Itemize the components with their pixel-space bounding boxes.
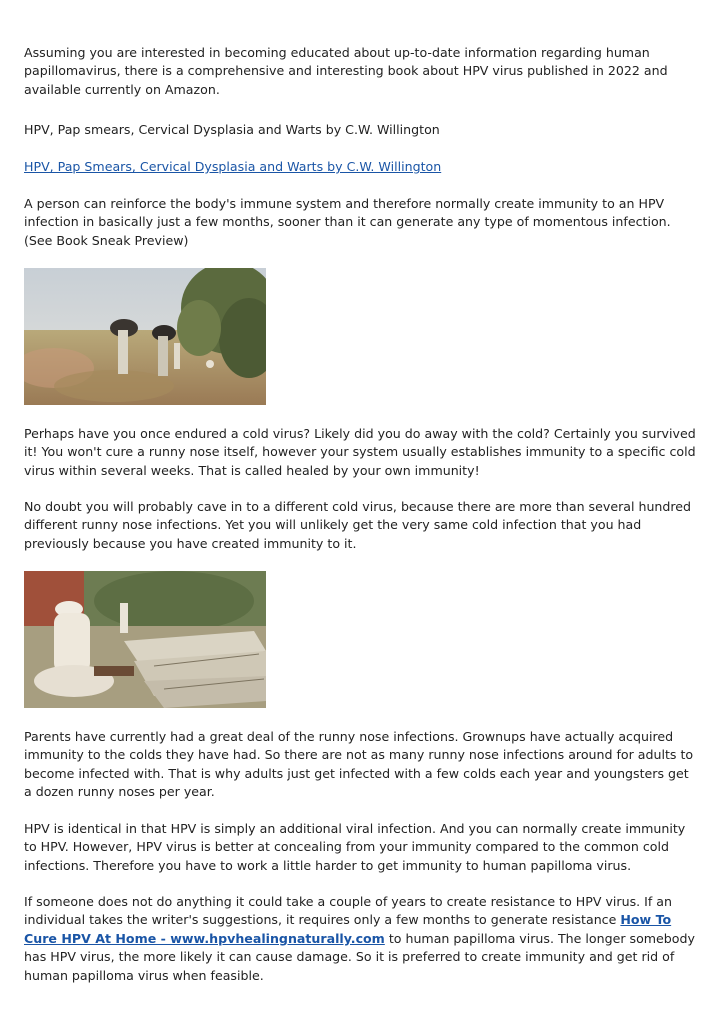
book-link[interactable]: HPV, Pap Smears, Cervical Dysplasia and Warts by C.W. Willington	[24, 159, 442, 174]
last-paragraph-text-after: to human papilloma virus. The longer somebody has HPV virus, the more likely it can cause damage. So it is preferred to create immunity and get rid of human papilloma virus when feasible.	[24, 930, 695, 983]
identical-paragraph: HPV is identical in that HPV is simply an additional viral infection. And you can normally create immunity to HPV. However, HPV virus is better at concealing from your immunity compared to the common cold infections. Therefore you have to work a little harder to get immunity to human papilloma virus.	[24, 821, 686, 873]
book-link-paragraph	[24, 158, 696, 176]
meadow-painting-svg	[24, 268, 266, 405]
cave-paragraph: No doubt you will probably cave in to a different cold virus, because there are more than several hundred different runny nose infections. Yet you will unlikely get the very same cold infection that you had previously because you have created immunity to it.	[24, 499, 692, 551]
garden-painting-svg	[24, 571, 266, 708]
last-paragraph-text-before: If someone does not do anything it could take a couple of years to create resistance to HPV virus. If an individual takes the writer's suggestions, it requires only a few months to generate resistance	[24, 894, 673, 928]
book-title-paragraph: HPV, Pap smears, Cervical Dysplasia and Warts by C.W. Willington	[24, 122, 440, 137]
document-body	[24, 44, 696, 985]
last-paragraph	[24, 893, 696, 985]
meadow-painting-image	[24, 268, 696, 405]
cold-paragraph: Perhaps have you once endured a cold virus? Likely did you do away with the cold? Certainly you survived it! You won't cure a runny nose itself, however your system usually establishes immunity to a specific cold virus within several weeks. That is called healed by your own immunity!	[24, 426, 696, 478]
intro-paragraph: Assuming you are interested in becoming educated about up-to-date information regarding human papillomavirus, there is a comprehensive and interesting book about HPV virus published in 2022 and available currently on Amazon.	[24, 45, 668, 97]
parents-paragraph: Parents have currently had a great deal of the runny nose infections. Grownups have actually acquired immunity to the colds they have had. So there are not as many runny nose infections around for adults to become infected with. That is why adults just get infected with a few colds each year and youngsters get a dozen runny noses per year.	[24, 729, 694, 800]
hpv-healing-link[interactable]: How To Cure HPV At Home - www.hpvhealingnaturally.com	[24, 912, 672, 946]
garden-painting-image	[24, 571, 696, 708]
immune-paragraph: A person can reinforce the body's immune system and therefore normally create immunity to an HPV infection in basically just a few months, sooner than it can generate any type of momentous infection. (See Book Sneak Preview)	[24, 196, 671, 248]
